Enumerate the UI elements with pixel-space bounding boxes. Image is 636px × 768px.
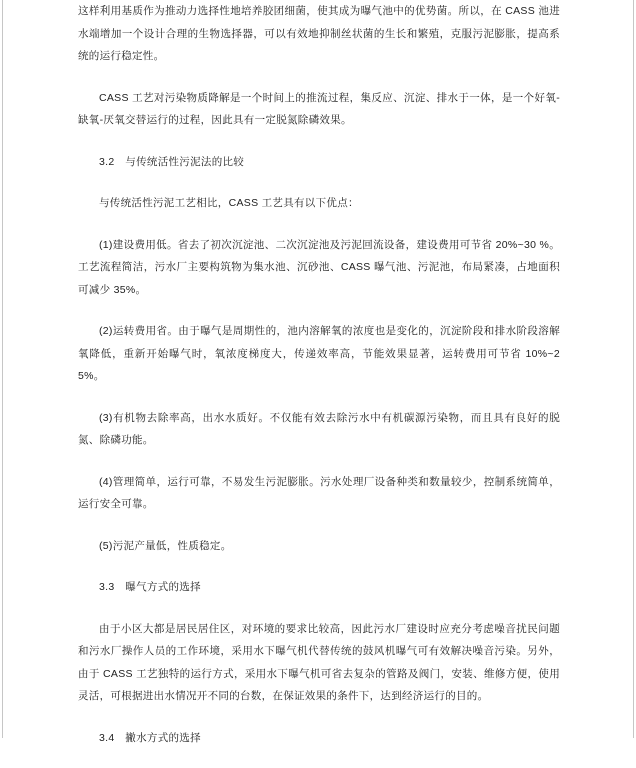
section-heading-3-4: 3.4 撇水方式的选择: [99, 731, 201, 744]
paragraph-advantage-2: (2)运转费用省。由于曝气是周期性的，池内溶解氧的浓度也是变化的，沉淀阶段和排水阶段溶解氧降低，重新开始曝气时，氧浓度梯度大，传递效率高，节能效果显著，运转费用可节省 10%~25%。: [78, 325, 560, 382]
paragraph-advantage-4: (4)管理简单，运行可靠，不易发生污泥膨胀。污水处理厂设备种类和数量较少，控制系统简单，运行安全可靠。: [78, 475, 560, 510]
paragraph-aeration-choice: 由于小区大都是居民居住区，对环境的要求比较高，因此污水厂建设时应充分考虑噪音扰民问题和污水厂操作人员的工作环境，采用水下曝气机代替传统的鼓风机曝气可有效解决噪音污染。另外，由于 CASS 工艺独特的运行方式，采用水下曝气机可省去复杂的管路及阀门，安装、维修方便，使用灵活，可根据进出水情况开不同的台数，在保证效果的条件下，达到经济运行的目的。: [78, 622, 560, 702]
paragraph-comparison-intro: 与传统活性污泥工艺相比，CASS 工艺具有以下优点：: [99, 197, 359, 209]
document-content: [78, 0, 560, 768]
paragraph-advantage-5: (5)污泥产量低，性质稳定。: [99, 539, 232, 552]
paragraph-advantage-3: (3)有机物去除率高，出水水质好。不仅能有效去除污水中有机碳源污染物，而且具有良好的脱氮、除磷功能。: [78, 411, 560, 446]
paragraph-continuation: 这样利用基质作为推动力选择性地培养胶团细菌，使其成为曝气池中的优势菌。所以，在 CASS 池进水端增加一个设计合理的生物选择器，可以有效地抑制丝状菌的生长和繁殖，克服污泥膨胀，提高系统的运行稳定性。: [78, 5, 560, 62]
section-heading-3-2: 3.2 与传统活性污泥法的比较: [99, 155, 245, 168]
paragraph-advantage-1: (1)建设费用低。省去了初次沉淀池、二次沉淀池及污泥回流设备，建设费用可节省 20%~30 %。工艺流程简洁，污水厂主要构筑物为集水池、沉砂池、CASS 曝气池、污泥池，布局紧凑，占地面积可减少 35%。: [78, 238, 560, 296]
paragraph-cass-process: CASS 工艺对污染物质降解是一个时间上的推流过程，集反应、沉淀、排水于一体，是一个好氧-缺氧-厌氧交替运行的过程，因此具有一定脱氮除磷效果。: [78, 91, 560, 126]
page-border-left: [2, 0, 3, 738]
page-border-right: [633, 0, 634, 738]
section-heading-3-3: 3.3 曝气方式的选择: [99, 581, 201, 593]
